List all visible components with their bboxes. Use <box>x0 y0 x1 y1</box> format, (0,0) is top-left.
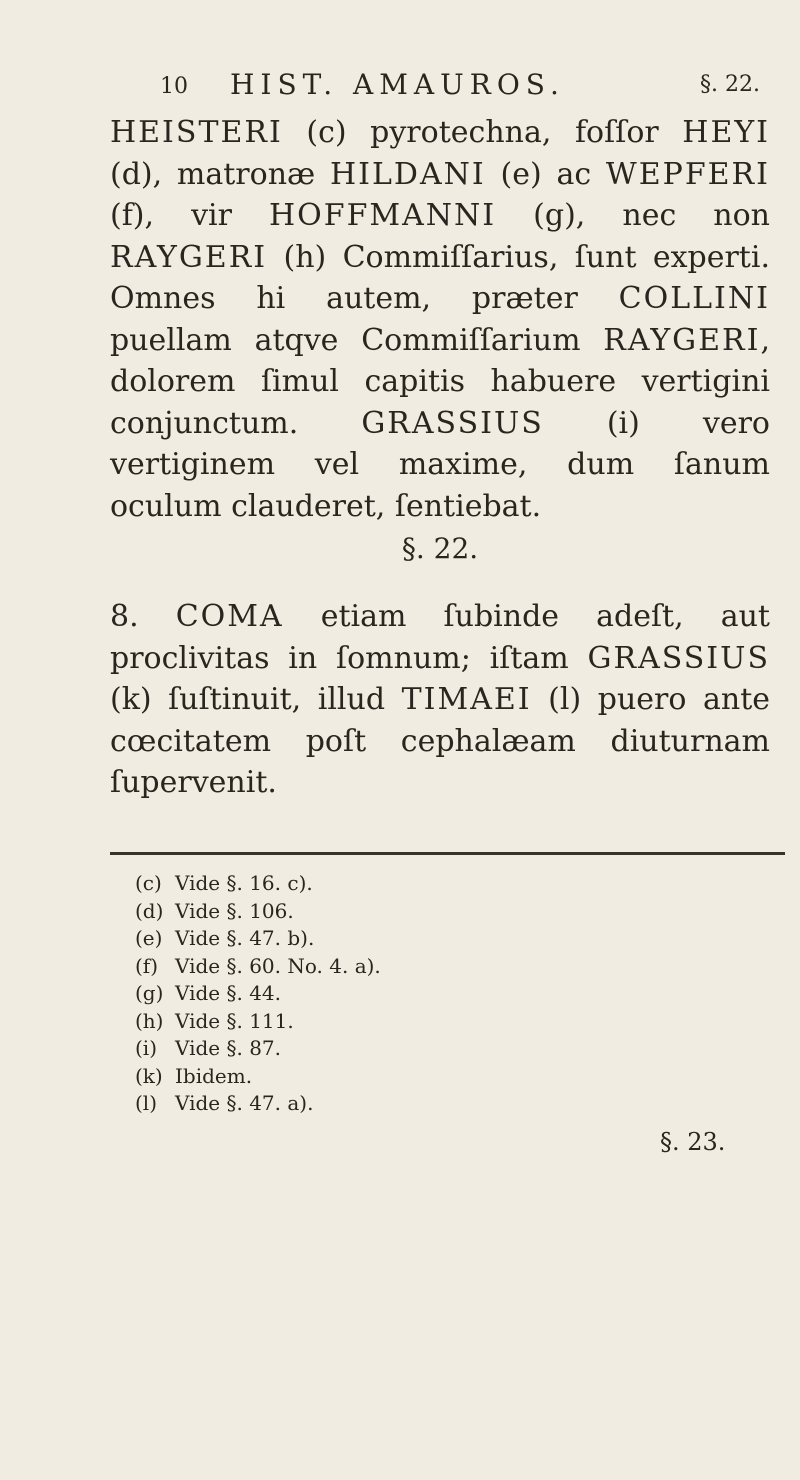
text-run: (k) ſuſtinuit, illud <box>110 682 402 717</box>
footnote-item <box>135 925 635 953</box>
text-run: (d), matronæ <box>110 156 330 192</box>
footnote-text: Vide §. 44. <box>175 981 282 1005</box>
author-name: TIMAEI <box>401 682 532 717</box>
paragraph-1-text <box>110 112 770 527</box>
footnote-mark: (g) <box>135 981 164 1005</box>
footnote-text: Vide §. 47. b). <box>175 926 315 950</box>
author-name: HEYI <box>682 115 770 150</box>
text-run: (i) vero vertiginem vel maxime, dum ſanum oculum clauderet, ſentiebat. <box>110 405 770 524</box>
author-name: COMA <box>175 599 284 634</box>
author-name: WEPFERI <box>605 156 770 192</box>
footnote-item <box>135 870 635 898</box>
footnote-text: Vide §. 106. <box>175 898 294 923</box>
running-section: §. 22. <box>700 72 760 97</box>
footnote-item <box>135 1063 635 1091</box>
footnote-text: Vide §. 47. a). <box>175 1091 314 1115</box>
author-name: GRASSIUS <box>361 405 544 441</box>
footnote-text: Vide §. 87. <box>175 1036 282 1060</box>
footnote-mark: (c) <box>135 871 162 895</box>
author-name: HILDANI <box>330 156 486 192</box>
footnote-rule <box>110 852 785 855</box>
author-name: COLLINI <box>618 281 770 316</box>
footnote-text: Ibidem. <box>175 1063 253 1088</box>
text-run: , dolorem ſimul capitis habuere vertigini conjunctum. <box>110 322 770 441</box>
footnote-item <box>135 953 635 981</box>
author-name: RAYGERI <box>110 239 268 275</box>
footnote-mark: (h) <box>135 1008 164 1033</box>
page-number: 10 <box>160 74 188 99</box>
paragraph-1 <box>110 112 770 527</box>
footnotes <box>135 870 635 1118</box>
paragraph-2 <box>110 596 770 804</box>
author-name: GRASSIUS <box>587 640 770 676</box>
text-run: (h) Commiſſarius, ſunt experti. Omnes hi autem, præter <box>110 239 770 316</box>
author-name: HOFFMANNI <box>269 198 497 233</box>
footnote-mark: (f) <box>135 953 159 978</box>
author-name: RAYGERI <box>603 322 761 358</box>
author-name: HEISTERI <box>110 115 283 150</box>
text-run: (e) ac <box>485 156 606 192</box>
footnote-item <box>135 1090 635 1118</box>
footnote-mark: (d) <box>135 898 164 923</box>
text-run: etiam ſubinde adeſt, aut proclivitas in ſomnum; iſtam <box>110 599 770 676</box>
text-run: puellam atqve Commiſſarium <box>110 322 604 358</box>
text-run: (g), nec non <box>496 198 770 233</box>
catchword: §. 23. <box>660 1128 726 1156</box>
paragraph-2-text <box>110 596 770 804</box>
footnote-item <box>135 1008 635 1036</box>
text-run: (f), vir <box>110 198 270 233</box>
footnote-text: Vide §. 16. c). <box>175 871 313 895</box>
text-run: 8. <box>110 599 176 634</box>
footnote-text: Vide §. 60. No. 4. a). <box>175 953 381 978</box>
footnote-mark: (i) <box>135 1036 158 1060</box>
footnote-mark: (k) <box>135 1063 163 1088</box>
footnote-text: Vide §. 111. <box>175 1008 294 1033</box>
running-title: HIST. AMAUROS. <box>230 68 565 101</box>
footnote-item <box>135 898 635 926</box>
footnote-mark: (e) <box>135 926 163 950</box>
text-run: (c) pyrotechna, foſſor <box>282 115 683 150</box>
footnote-item <box>135 1035 635 1063</box>
text-run: (l) puero ante cœcitatem poſt cephalæam diuturnam ſupervenit. <box>110 682 771 800</box>
section-heading: §. 22. <box>401 532 479 565</box>
footnote-mark: (l) <box>135 1091 158 1115</box>
running-head <box>160 68 760 108</box>
footnote-item <box>135 980 635 1008</box>
